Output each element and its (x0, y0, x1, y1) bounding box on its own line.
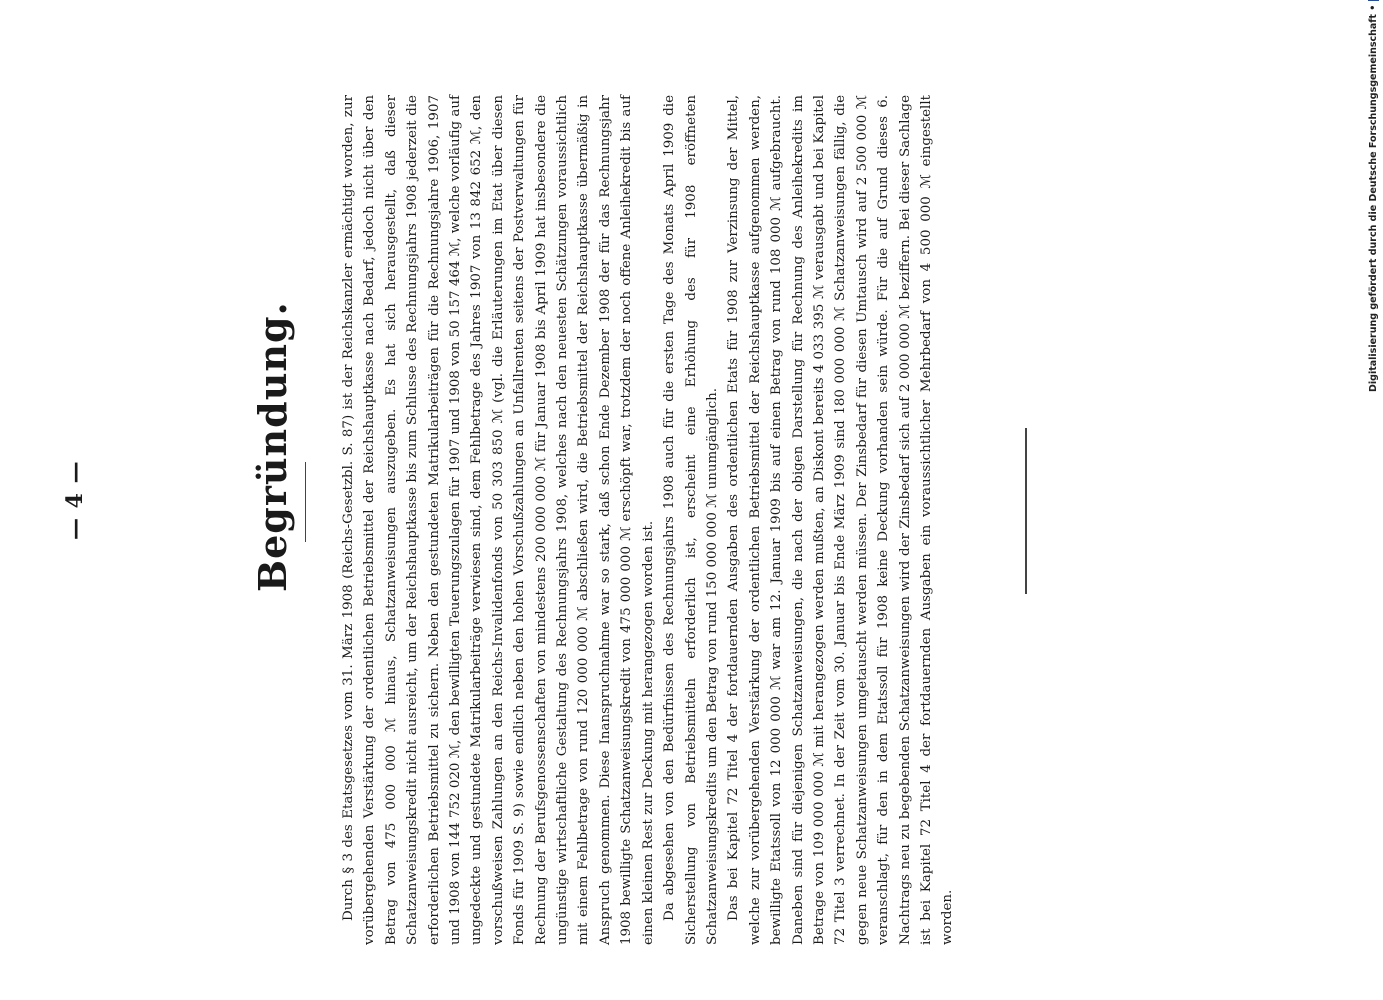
page-number: — 4 — (62, 460, 88, 540)
title-divider (305, 462, 306, 542)
end-divider (1025, 428, 1027, 594)
digitization-credit (1368, 0, 1379, 392)
paragraph: Das bei Kapitel 72 Titel 4 der fortdauernden Ausgaben des ordentlichen Etats für 1908 zur Verzinsung der Mittel, welche zur vorübergehenden Verstärkung der ordentlichen Betriebsmittel der Reichshauptkasse aufgenommen werden, bewilligte Etatssoll von 12 000 000 ℳ war am 12. Januar 1909 bis auf einen Betrag von rund 108 000 ℳ aufgebraucht. Daneben sind für diejenigen Schatzanweisungen, die nach der obigen Darstellung für Rechnung des Anleihekredits im Betrage von 109 000 000 ℳ mit herangezogen werden mußten, an Diskont bereits 4 033 395 ℳ verausgabt und bei Kapitel 72 Titel 3 verrechnet. In der Zeit vom 30. Januar bis Ende März 1909 sind 180 000 000 ℳ Schatzanweisungen fällig, die gegen neue Schatzanweisungen umgetauscht werden müssen. Der Zinsbedarf für diesen Umtausch wird auf 2 500 000 ℳ veranschlagt, für den in dem Etatssoll für 1908 keine Deckung vorhanden sein würde. Für die auf Grund dieses 6. Nachtrags neu zu begebenden Schatzanweisungen wird der Zinsbedarf sich auf 2 000 000 ℳ beziffern. Bei dieser Sachlage ist bei Kapitel 72 Titel 4 der fortdauernden Ausgaben ein voraussichtlicher Mehrbedarf von 4 500 000 ℳ eingestellt worden. (726, 95, 956, 945)
paragraph: Da abgesehen von den Bedürfnissen des Rechnungsjahrs 1908 auch für die ersten Tage des Monats April 1909 die Sicherstellung von Betriebsmitteln erforderlich ist, erscheint eine Erhöhung des für 1908 eröffneten Schatzanweisungskredits um den Betrag von rund 150 000 000 ℳ unumgänglich. (662, 95, 720, 945)
page-title: Begründung. (250, 301, 295, 592)
credit-text: Digitalisierung gefördert durch die Deutsche Forschungsgemeinschaft • (1368, 4, 1379, 392)
body-text (338, 95, 959, 945)
dfg-logo (1368, 0, 1379, 1)
paragraph: Durch § 3 des Etatsgesetzes vom 31. März 1908 (Reichs-Gesetzbl. S. 87) ist der Reichskanzler ermächtigt worden, zur vorübergehenden Verstärkung der ordentlichen Betriebsmittel der Reichshauptkasse nach Bedarf, jedoch nicht über den Betrag von 475 000 000 ℳ hinaus, Schatzanweisungen auszugeben. Es hat sich herausgestellt, daß dieser Schatzanweisungskredit nicht ausreicht, um der Reichshauptkasse bis zum Schlusse des Rechnungsjahrs 1908 jederzeit die erforderlichen Betriebsmittel zu sichern. Neben den gestundeten Matrikularbeiträgen für die Rechnungsjahre 1906, 1907 und 1908 von 144 752 020 ℳ, den bewilligten Teuerungszulagen für 1907 und 1908 von 50 157 464 ℳ, welche vorläufig auf ungedeckte und gestundete Matrikularbeiträge verwiesen sind, dem Fehlbetrage des Jahres 1907 von 13 842 652 ℳ, den vorschußweisen Zahlungen an den Reichs-Invalidenfonds von 50 303 850 ℳ (vgl. die Erläuterungen im Etat über diesen Fonds für 1909 S. 9) sowie endlich neben den hohen Vorschußzahlungen an Unfallrenten seitens der Postverwaltungen für Rechnung der Berufsgenossenschaften von mindestens 200 000 000 ℳ für Januar 1908 bis April 1909 hat insbesondere die ungünstige wirtschaftliche Gestaltung des Rechnungsjahrs 1908, welches nach den neuesten Schätzungen voraussichtlich mit einem Fehlbetrage von rund 120 000 000 ℳ abschließen wird, die Betriebsmittel der Reichshauptkasse übermäßig in Anspruch genommen. Diese Inanspruchnahme war so stark, daß schon Ende Dezember 1908 der für das Rechnungsjahr 1908 bewilligte Schatzanweisungskredit von 475 000 000 ℳ erschöpft war, trotzdem der noch offene Anleihekredit bis auf einen kleinen Rest zur Deckung mit herangezogen worden ist. (341, 95, 656, 945)
